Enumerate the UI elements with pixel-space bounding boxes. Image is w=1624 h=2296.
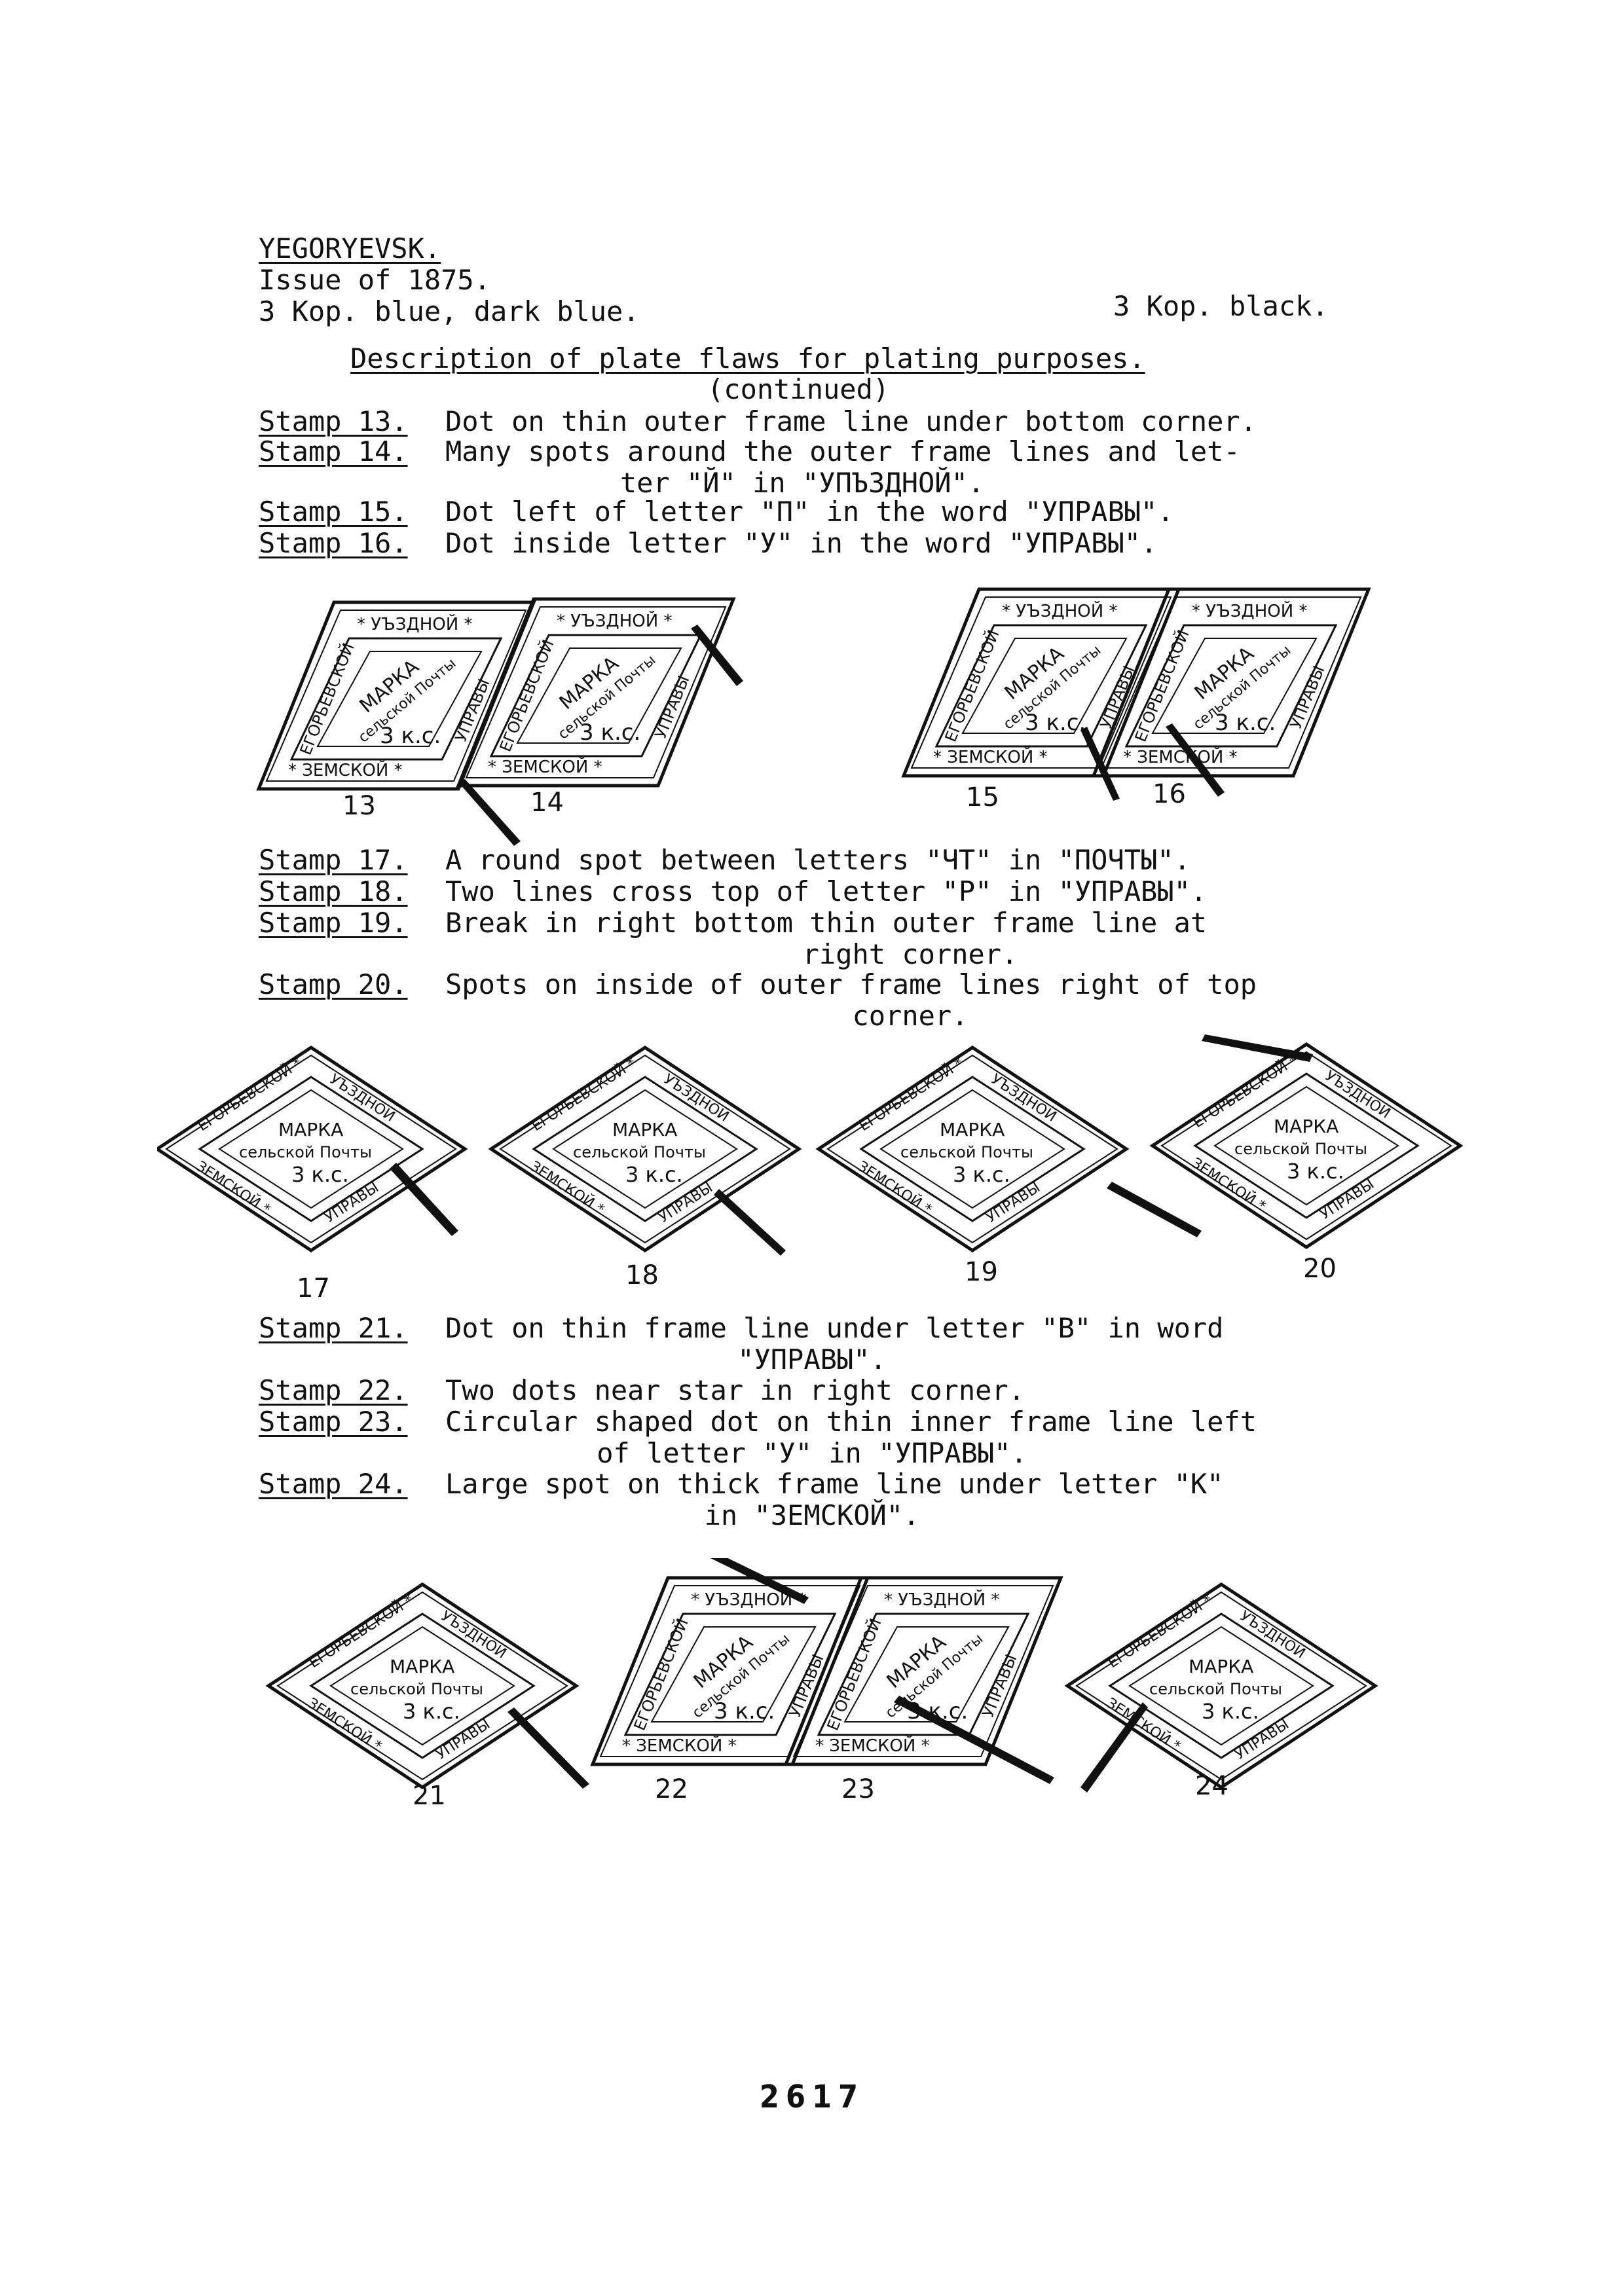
flaw-pointer-18 [714,1189,786,1256]
stamp-number: 20 [1303,1254,1337,1284]
issue-line: Issue of 1875. [259,264,491,296]
stamp-label: Stamp 13. [259,405,408,437]
stamp-row-1 [249,583,1388,871]
stamp-label: Stamp 17. [259,844,408,876]
flaw-pointer-21 [507,1707,589,1789]
stamp-label: Stamp 21. [259,1312,408,1344]
flaw-text-cont: in "ЗЕМСКОЙ". [704,1499,920,1531]
stamp-label: Stamp 18. [259,875,408,907]
flaw-text: Large spot on thick frame line under letter "К" [445,1468,1224,1500]
colors-left: 3 Kop. blue, dark blue. [259,295,640,327]
page-number: 2617 [759,2079,865,2115]
flaw-text: A round spot between letters "ЧТ" in "ПОЧТЫ". [445,844,1190,876]
flaw-pointer-13 [458,779,521,846]
colors-right: 3 Kop. black. [1113,290,1329,322]
stamp-14 [458,599,733,786]
stamp-label: Stamp 15. [259,496,408,528]
flaw-text: Dot inside letter "У" in the word "УПРАВЫ". [445,527,1158,559]
flaw-text-cont: of letter "У" in "УПРАВЫ". [597,1437,1027,1469]
flaw-text-cont: ter "Й" in "УПЪЗДНОЙ". [619,467,985,499]
flaw-text: Circular shaped dot on thin inner frame line left [445,1406,1257,1438]
stamp-label: Stamp 16. [259,527,408,559]
stamp-number: 19 [965,1257,998,1287]
flaw-pointer-14 [691,625,743,686]
stamp-number: 15 [966,782,999,812]
flaw-text-cont: corner. [852,1000,969,1032]
stamp-number: 18 [625,1260,659,1290]
flaw-text: Dot on thin frame line under letter "В" in word [445,1312,1224,1344]
flaw-text: Dot on thin outer frame line under bottom corner. [445,405,1257,437]
stamp-number: 21 [413,1781,446,1811]
flaw-text-cont: "УПРАВЫ". [737,1343,887,1376]
stamp-21 [268,1584,576,1787]
stamp-number: 13 [342,791,376,821]
flaw-text: Two dots near star in right corner. [445,1374,1025,1406]
city-heading: YEGORYEVSK. [259,232,441,264]
stamp-17 [157,1048,465,1250]
stamp-row-2 [157,1034,1493,1296]
stamp-label: Stamp 20. [259,968,408,1000]
section-title: Description of plate flaws for plating purposes. [350,342,1145,374]
stamp-23 [786,1578,1061,1764]
stamp-number: 23 [841,1774,875,1804]
stamp-label: Stamp 14. [259,435,408,467]
stamp-20 [1153,1044,1460,1247]
flaw-text: Many spots around the outer frame lines and let- [445,435,1240,467]
stamp-label: Stamp 22. [259,1374,408,1406]
flaw-pointer-17 [390,1163,458,1236]
flaw-pointer-19 [1107,1182,1202,1237]
stamp-number: 24 [1195,1771,1228,1801]
flaw-pointer-20 [1202,1034,1313,1062]
flaw-text: Two lines cross top of letter "Р" in "УПРАВЫ". [445,875,1208,907]
stamp-number: 16 [1153,779,1186,809]
flaw-text: Break in right bottom thin outer frame line at [445,907,1208,939]
flaw-text: Dot left of letter "П" in the word "УПРАВЫ". [445,496,1174,528]
stamp-number: 17 [297,1273,330,1303]
stamp-label: Stamp 23. [259,1406,408,1438]
stamp-19 [819,1048,1126,1250]
stamp-label: Stamp 19. [259,907,408,939]
flaw-text: Spots on inside of outer frame lines right of top [445,968,1257,1000]
flaw-text-cont: right corner. [802,938,1018,970]
stamp-24 [1067,1584,1375,1787]
stamp-label: Stamp 24. [259,1468,408,1500]
stamp-number: 22 [655,1774,688,1804]
section-subtitle: (continued) [707,373,890,405]
stamp-number: 14 [530,788,564,818]
